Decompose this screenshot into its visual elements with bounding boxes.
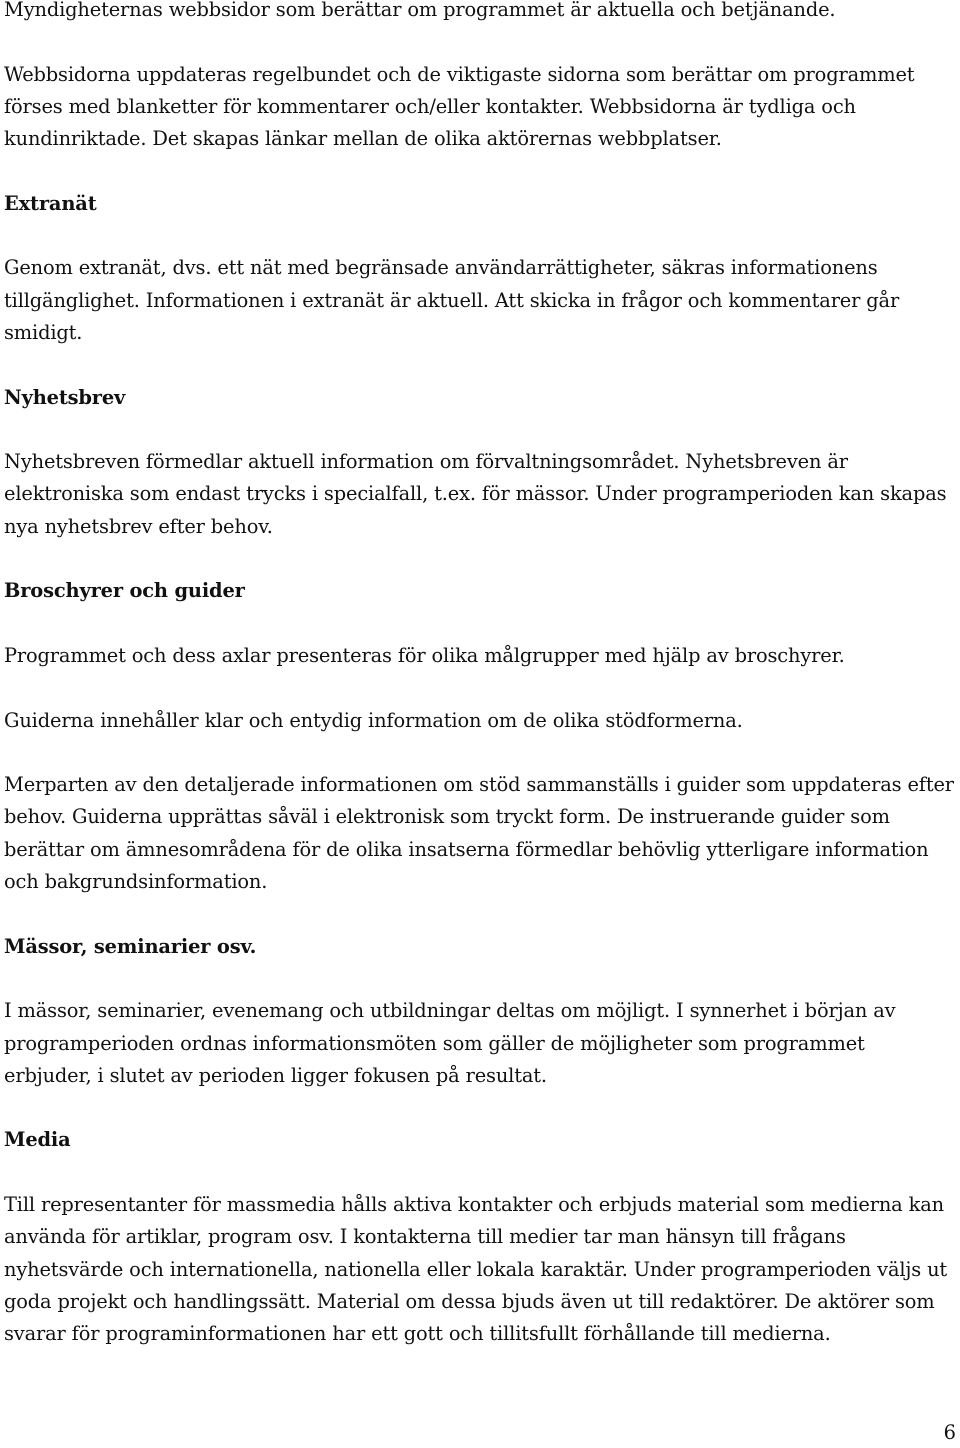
section-paragraph: Nyhetsbreven förmedlar aktuell information om förvaltningsområdet. Nyhetsbreven är elektroniska som endast trycks i specialfall, t.ex. för mässor. Under programperioden kan skapas nya nyhetsbrev efter behov. [4,450,947,538]
section-heading: Nyhetsbrev [4,385,126,409]
paragraph-spacer [4,608,956,640]
paragraph-spacer [4,898,956,930]
page-number: 6 [943,1421,956,1444]
paragraph-spacer [4,349,956,381]
paragraph-spacer [4,220,956,252]
section-heading: Broschyrer och guider [4,579,245,603]
section-heading: Media [4,1128,71,1152]
section-paragraph: Guiderna innehåller klar och entydig information om de olika stödformerna. [4,708,743,732]
paragraph-spacer [4,737,956,769]
paragraph-spacer [4,963,956,995]
section-nyhetsbrev [4,382,956,576]
paragraph-spacer [4,155,956,187]
section-massor [4,931,956,1125]
document-page [4,0,956,1350]
section-extranat [4,188,956,382]
section-paragraph: Programmet och dess axlar presenteras för olika målgrupper med hjälp av broschyrer. [4,643,845,667]
section-paragraph: Genom extranät, dvs. ett nät med begränsade användarrättigheter, säkras informationens tillgänglighet. Informationen i extranät är aktuell. Att skicka in frågor och kommentarer går smidigt. [4,256,900,344]
section-heading: Mässor, seminarier osv. [4,934,257,958]
paragraph-spacer [4,26,956,58]
section-broschyrer [4,575,956,930]
paragraph-spacer [4,1092,956,1124]
paragraph-spacer [4,672,956,704]
section-media [4,1124,956,1350]
section-heading: Extranät [4,191,97,215]
intro-paragraph: Myndigheternas webbsidor som berättar om programmet är aktuella och betjänande. [4,0,836,21]
section-paragraph: Till representanter för massmedia hålls aktiva kontakter och erbjuds material som medierna kan använda för artiklar, program osv. I kontakterna till medier tar man hänsyn till frågans nyhetsvärde och internationella, nationella eller lokala karaktär. Under programperioden väljs ut goda projekt och handlingssätt. Material om dessa bjuds även ut till redaktörer. De aktörer som svarar för programinformationen har ett gott och tillitsfullt förhållande till medierna. [4,1192,948,1346]
section-paragraph: Merparten av den detaljerade informationen om stöd sammanställs i guider som uppdateras efter behov. Guiderna upprättas såväl i elektronisk som tryckt form. De instruerande guider som berättar om ämnesområdena för de olika insatserna förmedlar behövlig ytterligare information och bakgrundsinformation. [4,773,954,894]
intro-paragraph: Webbsidorna uppdateras regelbundet och de viktigaste sidorna som berättar om programmet förses med blanketter för kommentarer och/eller kontakter. Webbsidorna är tydliga och kundinriktade. Det skapas länkar mellan de olika aktörernas webbplatser. [4,62,915,151]
paragraph-spacer [4,414,956,446]
paragraph-spacer [4,543,956,575]
section-paragraph: I mässor, seminarier, evenemang och utbildningar deltas om möjligt. I synnerhet i början av programperioden ordnas informationsmöten som gäller de möjligheter som programmet erbjuder, i slutet av perioden ligger fokusen på resultat. [4,999,896,1087]
paragraph-spacer [4,1157,956,1189]
